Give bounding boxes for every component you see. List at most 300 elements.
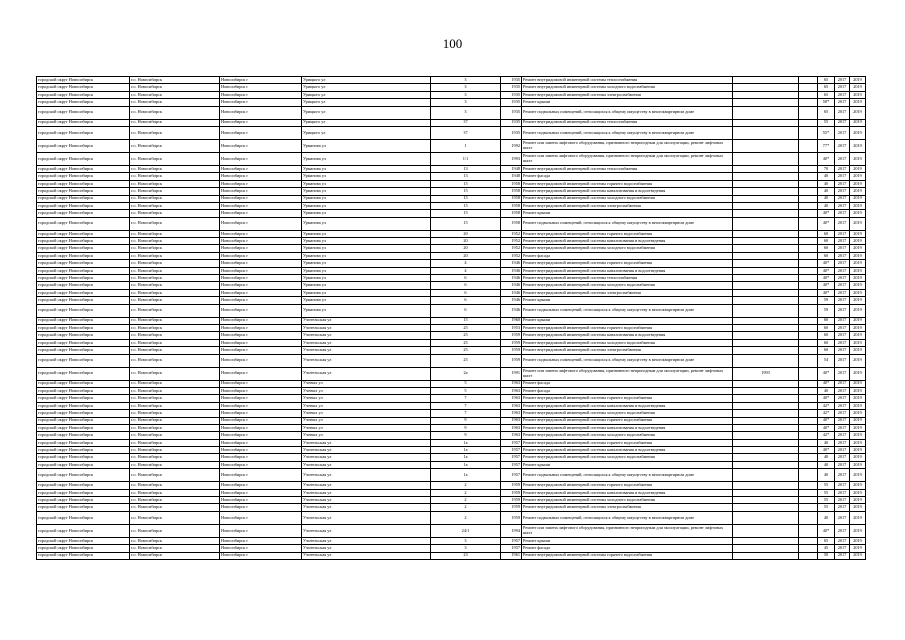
street-cell: Урманова ул — [302, 152, 431, 165]
municipality-cell: городской округ Новосибирск — [37, 424, 130, 431]
table-row — [37, 238, 866, 245]
municipality-cell: городской округ Новосибирск — [37, 217, 130, 230]
municipality-cell: городской округ Новосибирск — [37, 165, 130, 172]
term-cell: 40* — [818, 424, 835, 431]
build-year-cell: 1935 — [501, 77, 522, 84]
build-year-cell: 1957 — [501, 439, 522, 446]
extra-cell — [733, 545, 799, 552]
municipality-cell: городской округ Новосибирск — [37, 297, 130, 304]
street-cell: Ученых ул — [302, 417, 431, 424]
blank-cell — [799, 202, 818, 209]
city-cell: Новосибирск г — [220, 217, 302, 230]
work-type-cell: Ремонт внутридомовой инженерной системы холодного водоснабжения — [522, 410, 733, 417]
extra-cell — [733, 469, 799, 482]
extra-cell — [733, 260, 799, 267]
build-year-cell: 1953 — [501, 324, 522, 331]
street-cell: Ученых ул — [302, 432, 431, 439]
street-cell: Урицкого ул — [302, 126, 431, 139]
work-type-cell: Ремонт внутридомовой инженерной системы теплоснабжения — [522, 165, 733, 172]
city-cell: Новосибирск г — [220, 297, 302, 304]
year-end-cell: 2019 — [850, 454, 866, 461]
year-end-cell: 2019 — [850, 380, 866, 387]
work-type-cell: Ремонт внутридомовой инженерной системы холодного водоснабжения — [522, 454, 733, 461]
year-start-cell: 2017 — [835, 497, 850, 504]
district-cell: г.о. Новосибирск — [130, 317, 220, 324]
build-year-cell: 1958 — [501, 202, 522, 209]
term-cell: 40* — [818, 395, 835, 402]
blank-cell — [799, 324, 818, 331]
extra-cell — [733, 439, 799, 446]
blank-cell — [799, 332, 818, 339]
table-row — [37, 91, 866, 98]
district-cell: г.о. Новосибирск — [130, 297, 220, 304]
term-cell: 60 — [818, 252, 835, 259]
district-cell: г.о. Новосибирск — [130, 282, 220, 289]
street-cell: Урманова ул — [302, 230, 431, 237]
house-number-cell: 20 — [431, 238, 501, 245]
municipality-cell: городской округ Новосибирск — [37, 252, 130, 259]
year-start-cell: 2017 — [835, 91, 850, 98]
city-cell: Новосибирск г — [220, 482, 302, 489]
year-end-cell: 2019 — [850, 245, 866, 252]
work-type-cell: Ремонт внутридомовой инженерной системы горячего водоснабжения — [522, 324, 733, 331]
year-start-cell: 2017 — [835, 297, 850, 304]
street-cell: Учительская ул — [302, 354, 431, 367]
city-cell: Новосибирск г — [220, 367, 302, 380]
district-cell: г.о. Новосибирск — [130, 289, 220, 296]
district-cell: г.о. Новосибирск — [130, 275, 220, 282]
street-cell: Учительская ул — [302, 461, 431, 468]
house-number-cell: 15 — [431, 317, 501, 324]
district-cell: г.о. Новосибирск — [130, 354, 220, 367]
year-start-cell: 2017 — [835, 461, 850, 468]
street-cell: Урицкого ул — [302, 106, 431, 119]
table-row — [37, 245, 866, 252]
blank-cell — [799, 497, 818, 504]
blank-cell — [799, 454, 818, 461]
year-start-cell: 2017 — [835, 387, 850, 394]
house-number-cell: 6 — [431, 282, 501, 289]
build-year-cell: 1958 — [501, 217, 522, 230]
term-cell: 40 — [818, 180, 835, 187]
work-type-cell: Ремонт внутридомовой инженерной системы горячего водоснабжения — [522, 260, 733, 267]
street-cell: Урманова ул — [302, 173, 431, 180]
term-cell: 40 — [818, 188, 835, 195]
build-year-cell: 1963 — [501, 387, 522, 394]
city-cell: Новосибирск г — [220, 282, 302, 289]
district-cell: г.о. Новосибирск — [130, 152, 220, 165]
year-end-cell: 2019 — [850, 552, 866, 559]
extra-cell — [733, 275, 799, 282]
year-start-cell: 2017 — [835, 504, 850, 511]
district-cell: г.о. Новосибирск — [130, 84, 220, 91]
year-start-cell: 2017 — [835, 282, 850, 289]
street-cell: Урманова ул — [302, 202, 431, 209]
build-year-cell: 1946 — [501, 267, 522, 274]
build-year-cell: 1963 — [501, 402, 522, 409]
house-number-cell: 13 — [431, 165, 501, 172]
district-cell: г.о. Новосибирск — [130, 106, 220, 119]
city-cell: Новосибирск г — [220, 267, 302, 274]
table-row — [37, 497, 866, 504]
blank-cell — [799, 424, 818, 431]
municipality-cell: городской округ Новосибирск — [37, 447, 130, 454]
work-type-cell: Ремонт фасада — [522, 380, 733, 387]
district-cell: г.о. Новосибирск — [130, 332, 220, 339]
year-end-cell: 2019 — [850, 439, 866, 446]
city-cell: Новосибирск г — [220, 260, 302, 267]
table-row — [37, 188, 866, 195]
work-type-cell: Ремонт внутридомовой инженерной системы канализования и водоотведения — [522, 489, 733, 496]
term-cell: 42* — [818, 432, 835, 439]
capital-repair-table — [36, 76, 866, 560]
year-start-cell: 2017 — [835, 545, 850, 552]
blank-cell — [799, 126, 818, 139]
term-cell: 55 — [818, 497, 835, 504]
district-cell: г.о. Новосибирск — [130, 461, 220, 468]
municipality-cell: городской округ Новосибирск — [37, 77, 130, 84]
term-cell: 60 — [818, 324, 835, 331]
district-cell: г.о. Новосибирск — [130, 252, 220, 259]
build-year-cell: 1935 — [501, 126, 522, 139]
extra-cell — [733, 354, 799, 367]
city-cell: Новосибирск г — [220, 511, 302, 524]
table-row — [37, 461, 866, 468]
year-end-cell: 2019 — [850, 267, 866, 274]
year-start-cell: 2017 — [835, 395, 850, 402]
year-start-cell: 2017 — [835, 230, 850, 237]
table-row — [37, 354, 866, 367]
term-cell: 42* — [818, 402, 835, 409]
municipality-cell: городской округ Новосибирск — [37, 238, 130, 245]
house-number-cell: 37 — [431, 126, 501, 139]
extra-cell — [733, 289, 799, 296]
city-cell: Новосибирск г — [220, 238, 302, 245]
house-number-cell: 5 — [431, 380, 501, 387]
extra-cell — [733, 447, 799, 454]
street-cell: Учительская ул — [302, 347, 431, 354]
district-cell: г.о. Новосибирск — [130, 432, 220, 439]
municipality-cell: городской округ Новосибирск — [37, 106, 130, 119]
municipality-cell: городской округ Новосибирск — [37, 439, 130, 446]
house-number-cell: 2 — [431, 489, 501, 496]
work-type-cell: Ремонт внутридомовой инженерной системы электроснабжения — [522, 202, 733, 209]
year-end-cell: 2019 — [850, 482, 866, 489]
district-cell: г.о. Новосибирск — [130, 260, 220, 267]
table-row — [37, 380, 866, 387]
work-type-cell: Ремонт подвальных помещений, относящихся к общему имуществу в многоквартирном доме — [522, 354, 733, 367]
build-year-cell: 1959 — [501, 489, 522, 496]
build-year-cell: 1957 — [501, 461, 522, 468]
house-number-cell: 6 — [431, 289, 501, 296]
district-cell: г.о. Новосибирск — [130, 395, 220, 402]
house-number-cell: 25 — [431, 332, 501, 339]
city-cell: Новосибирск г — [220, 332, 302, 339]
district-cell: г.о. Новосибирск — [130, 489, 220, 496]
house-number-cell: 9 — [431, 417, 501, 424]
term-cell: 40 — [818, 173, 835, 180]
work-type-cell: Ремонт подвальных помещений, относящихся к общему имуществу в многоквартирном доме — [522, 217, 733, 230]
city-cell: Новосибирск г — [220, 126, 302, 139]
municipality-cell: городской округ Новосибирск — [37, 482, 130, 489]
house-number-cell: 1а — [431, 454, 501, 461]
term-cell: 50 — [818, 552, 835, 559]
city-cell: Новосибирск г — [220, 504, 302, 511]
city-cell: Новосибирск г — [220, 230, 302, 237]
blank-cell — [799, 339, 818, 346]
work-type-cell: Ремонт внутридомовой инженерной системы холодного водоснабжения — [522, 432, 733, 439]
extra-cell — [733, 139, 799, 152]
house-number-cell: 2 — [431, 504, 501, 511]
municipality-cell: городской округ Новосибирск — [37, 152, 130, 165]
work-type-cell: Ремонт крыши — [522, 210, 733, 217]
year-start-cell: 2017 — [835, 289, 850, 296]
table-row — [37, 402, 866, 409]
work-type-cell: Ремонт внутридомовой инженерной системы электроснабжения — [522, 91, 733, 98]
build-year-cell: 1935 — [501, 91, 522, 98]
municipality-cell: городской округ Новосибирск — [37, 126, 130, 139]
district-cell: г.о. Новосибирск — [130, 511, 220, 524]
work-type-cell: Ремонт или замена лифтового оборудования, признанного непригодным для эксплуатации, ремонт лифтовых шахт — [522, 152, 733, 165]
term-cell: 65 — [818, 537, 835, 544]
street-cell: Учительская ул — [302, 339, 431, 346]
municipality-cell: городской округ Новосибирск — [37, 504, 130, 511]
extra-cell — [733, 332, 799, 339]
year-end-cell: 2019 — [850, 289, 866, 296]
blank-cell — [799, 99, 818, 106]
district-cell: г.о. Новосибирск — [130, 195, 220, 202]
blank-cell — [799, 289, 818, 296]
build-year-cell: 1958 — [501, 195, 522, 202]
year-end-cell: 2019 — [850, 324, 866, 331]
city-cell: Новосибирск г — [220, 99, 302, 106]
work-type-cell: Ремонт или замена лифтового оборудования, признанного непригодным для эксплуатации, ремонт лифтовых шахт — [522, 367, 733, 380]
street-cell: Ученых ул — [302, 380, 431, 387]
table-row — [37, 504, 866, 511]
build-year-cell: 1963 — [501, 380, 522, 387]
work-type-cell: Ремонт внутридомовой инженерной системы электроснабжения — [522, 289, 733, 296]
house-number-cell: 13 — [431, 173, 501, 180]
term-cell: 60 — [818, 347, 835, 354]
street-cell: Ученых ул — [302, 402, 431, 409]
term-cell: 40 — [818, 511, 835, 524]
city-cell: Новосибирск г — [220, 289, 302, 296]
work-type-cell: Ремонт внутридомовой инженерной системы холодного водоснабжения — [522, 497, 733, 504]
extra-cell — [733, 173, 799, 180]
blank-cell — [799, 119, 818, 126]
year-start-cell: 2017 — [835, 417, 850, 424]
year-start-cell: 2017 — [835, 447, 850, 454]
extra-cell — [733, 461, 799, 468]
street-cell: Учительская ул — [302, 489, 431, 496]
house-number-cell: 15 — [431, 195, 501, 202]
year-start-cell: 2017 — [835, 339, 850, 346]
table-row — [37, 202, 866, 209]
work-type-cell: Ремонт внутридомовой инженерной системы канализования и водоотведения — [522, 267, 733, 274]
district-cell: г.о. Новосибирск — [130, 497, 220, 504]
term-cell: 45 — [818, 545, 835, 552]
extra-cell — [733, 317, 799, 324]
house-number-cell: 20 — [431, 245, 501, 252]
house-number-cell: 15 — [431, 210, 501, 217]
table-row — [37, 545, 866, 552]
term-cell: 40 — [818, 195, 835, 202]
table-row — [37, 447, 866, 454]
street-cell: Урицкого ул — [302, 91, 431, 98]
build-year-cell: 1946 — [501, 275, 522, 282]
district-cell: г.о. Новосибирск — [130, 173, 220, 180]
extra-cell — [733, 339, 799, 346]
build-year-cell: 1935 — [501, 106, 522, 119]
extra-cell — [733, 347, 799, 354]
year-start-cell: 2017 — [835, 304, 850, 317]
blank-cell — [799, 217, 818, 230]
street-cell: Урманова ул — [302, 245, 431, 252]
district-cell: г.о. Новосибирск — [130, 304, 220, 317]
build-year-cell: 1952 — [501, 238, 522, 245]
municipality-cell: городской округ Новосибирск — [37, 230, 130, 237]
district-cell: г.о. Новосибирск — [130, 267, 220, 274]
district-cell: г.о. Новосибирск — [130, 469, 220, 482]
street-cell: Урманова ул — [302, 252, 431, 259]
work-type-cell: Ремонт внутридомовой инженерной системы теплоснабжения — [522, 275, 733, 282]
term-cell: 55 — [818, 119, 835, 126]
municipality-cell: городской округ Новосибирск — [37, 289, 130, 296]
blank-cell — [799, 545, 818, 552]
term-cell: 55 — [818, 489, 835, 496]
blank-cell — [799, 439, 818, 446]
municipality-cell: городской округ Новосибирск — [37, 282, 130, 289]
blank-cell — [799, 537, 818, 544]
build-year-cell: 1948 — [501, 165, 522, 172]
city-cell: Новосибирск г — [220, 91, 302, 98]
district-cell: г.о. Новосибирск — [130, 524, 220, 537]
work-type-cell: Ремонт подвальных помещений, относящихся к общему имуществу в многоквартирном доме — [522, 304, 733, 317]
street-cell: Урманова ул — [302, 297, 431, 304]
city-cell: Новосибирск г — [220, 552, 302, 559]
municipality-cell: городской округ Новосибирск — [37, 454, 130, 461]
table-row — [37, 439, 866, 446]
blank-cell — [799, 469, 818, 482]
city-cell: Новосибирск г — [220, 402, 302, 409]
street-cell: Урманова ул — [302, 267, 431, 274]
blank-cell — [799, 482, 818, 489]
year-end-cell: 2019 — [850, 84, 866, 91]
city-cell: Новосибирск г — [220, 317, 302, 324]
table-row — [37, 275, 866, 282]
build-year-cell: 1963 — [501, 432, 522, 439]
street-cell: Урманова ул — [302, 238, 431, 245]
district-cell: г.о. Новосибирск — [130, 91, 220, 98]
blank-cell — [799, 106, 818, 119]
term-cell: 55* — [818, 126, 835, 139]
year-start-cell: 2017 — [835, 424, 850, 431]
municipality-cell: городской округ Новосибирск — [37, 99, 130, 106]
district-cell: г.о. Новосибирск — [130, 119, 220, 126]
term-cell: 65 — [818, 84, 835, 91]
city-cell: Новосибирск г — [220, 275, 302, 282]
street-cell: Учительская ул — [302, 439, 431, 446]
blank-cell — [799, 524, 818, 537]
house-number-cell: 23 — [431, 552, 501, 559]
house-number-cell: 15 — [431, 180, 501, 187]
work-type-cell: Ремонт внутридомовой инженерной системы канализования и водоотведения — [522, 424, 733, 431]
work-type-cell: Ремонт внутридомовой инженерной системы теплоснабжения — [522, 119, 733, 126]
year-end-cell: 2019 — [850, 188, 866, 195]
house-number-cell: 25 — [431, 347, 501, 354]
term-cell: 40 — [818, 387, 835, 394]
municipality-cell: городской округ Новосибирск — [37, 324, 130, 331]
extra-cell — [733, 119, 799, 126]
work-type-cell: Ремонт внутридомовой инженерной системы горячего водоснабжения — [522, 552, 733, 559]
year-end-cell: 2019 — [850, 497, 866, 504]
house-number-cell: 3 — [431, 106, 501, 119]
year-end-cell: 2019 — [850, 238, 866, 245]
table-row — [37, 339, 866, 346]
work-type-cell: Ремонт внутридомовой инженерной системы канализования и водоотведения — [522, 238, 733, 245]
table-row — [37, 347, 866, 354]
build-year-cell: 1946 — [501, 282, 522, 289]
street-cell: Урманова ул — [302, 188, 431, 195]
year-end-cell: 2019 — [850, 504, 866, 511]
street-cell: Урманова ул — [302, 139, 431, 152]
year-end-cell: 2019 — [850, 195, 866, 202]
work-type-cell: Ремонт или замена лифтового оборудования, признанного непригодным для эксплуатации, ремонт лифтовых шахт — [522, 524, 733, 537]
work-type-cell: Ремонт внутридомовой инженерной системы теплоснабжения — [522, 77, 733, 84]
blank-cell — [799, 447, 818, 454]
table-row — [37, 152, 866, 165]
extra-cell — [733, 552, 799, 559]
term-cell: 40* — [818, 367, 835, 380]
year-start-cell: 2017 — [835, 402, 850, 409]
house-number-cell: 1а — [431, 447, 501, 454]
city-cell: Новосибирск г — [220, 324, 302, 331]
work-type-cell: Ремонт фасада — [522, 545, 733, 552]
blank-cell — [799, 84, 818, 91]
blank-cell — [799, 180, 818, 187]
municipality-cell: городской округ Новосибирск — [37, 552, 130, 559]
street-cell: Учительская ул — [302, 552, 431, 559]
year-end-cell: 2019 — [850, 545, 866, 552]
term-cell: 55 — [818, 504, 835, 511]
extra-cell — [733, 524, 799, 537]
table-row — [37, 524, 866, 537]
district-cell: г.о. Новосибирск — [130, 387, 220, 394]
year-end-cell: 2019 — [850, 252, 866, 259]
term-cell: 40* — [818, 417, 835, 424]
extra-cell — [733, 395, 799, 402]
blank-cell — [799, 380, 818, 387]
municipality-cell: городской округ Новосибирск — [37, 317, 130, 324]
term-cell: 40* — [818, 210, 835, 217]
year-start-cell: 2017 — [835, 106, 850, 119]
year-end-cell: 2019 — [850, 139, 866, 152]
city-cell: Новосибирск г — [220, 210, 302, 217]
street-cell: Учительская ул — [302, 332, 431, 339]
municipality-cell: городской округ Новосибирск — [37, 402, 130, 409]
street-cell: Урманова ул — [302, 282, 431, 289]
work-type-cell: Ремонт внутридомовой инженерной системы холодного водоснабжения — [522, 282, 733, 289]
work-type-cell: Ремонт внутридомовой инженерной системы холодного водоснабжения — [522, 339, 733, 346]
blank-cell — [799, 552, 818, 559]
street-cell: Урманова ул — [302, 217, 431, 230]
table-row — [37, 489, 866, 496]
city-cell: Новосибирск г — [220, 439, 302, 446]
district-cell: г.о. Новосибирск — [130, 126, 220, 139]
build-year-cell: 1959 — [501, 339, 522, 346]
city-cell: Новосибирск г — [220, 339, 302, 346]
build-year-cell: 1963 — [501, 424, 522, 431]
